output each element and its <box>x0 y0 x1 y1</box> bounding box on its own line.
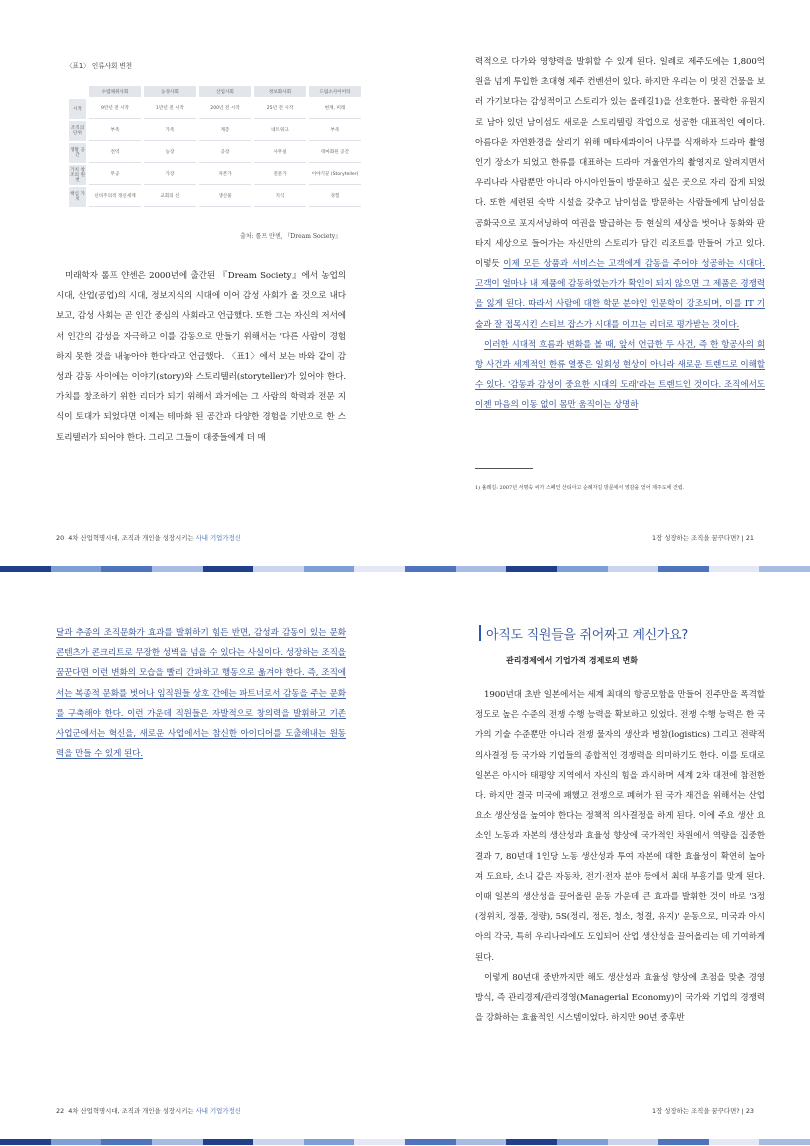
footnote-rule <box>475 468 533 469</box>
page-number: 20 <box>56 534 65 542</box>
stripe-segment <box>557 1139 608 1145</box>
stripe-segment <box>0 566 51 572</box>
section-heading: 아직도 직원들을 쥐어짜고 계신가요? <box>486 628 688 643</box>
footer <box>56 1106 241 1115</box>
page-number: 23 <box>745 1107 754 1115</box>
stripe-segment <box>203 1139 254 1145</box>
color-stripe <box>0 1139 810 1145</box>
body-text <box>56 266 346 448</box>
stripe-segment <box>506 1139 557 1145</box>
book-title: 4차 산업혁명시대, 조직과 개인을 성장시키는 <box>68 534 194 542</box>
table-cell: 부족 <box>89 121 141 141</box>
stripe-segment <box>253 1139 304 1145</box>
stripe-segment <box>51 1139 102 1145</box>
stripe-segment <box>405 1139 456 1145</box>
table-row <box>69 187 361 207</box>
stripe-segment <box>658 566 709 572</box>
stripe-segment <box>456 566 507 572</box>
stripe-segment <box>51 566 102 572</box>
row-header: 가치 창조의 원천 <box>69 165 86 185</box>
chapter-title: 1장 성장하는 조직을 꿈꾸다면? <box>652 1107 740 1115</box>
table-cell: 테마화된 공간 <box>309 143 361 163</box>
book-title-accent: 사내 기업가정신 <box>195 1107 241 1115</box>
footer: 1장 성장하는 조직을 꿈꾸다면? | 23 <box>652 1107 754 1115</box>
table-cell: 가장 <box>144 165 196 185</box>
table-cell: 전문가 <box>254 165 306 185</box>
table-cell: 계층 <box>199 121 251 141</box>
table-cell: 9만년 전 시작 <box>89 99 141 119</box>
table-cell: 지식 <box>254 187 306 207</box>
highlighted-paragraph: 달과 추종의 조직문화가 효과를 발휘하기 힘든 반면, 감성과 감동이 있는 문화콘텐츠가 콘크리트로 무장한 성벽을 넘을 수 있다는 사실이다. 성장하는 조직을 꿈꾼다면 이런 변화의 모습을 빨리 간파하고 행동으로 옮겨야 한다. 즉, 조직에서는 복종적 문화를 벗어나 임직원들 상호 간에는 파트너로서 감동을 주는 문화를 구축해야 한다. 이런 가운데 직원들은 자발적으로 창의력을 발휘하고 기존 사업군에서는 혁신을, 새로운 사업에서는 참신한 아이디어를 도출해내는 원동력을 만들 수 있게 된다. <box>56 628 346 760</box>
paragraph <box>475 52 765 335</box>
table-cell: 전역 <box>89 143 141 163</box>
stripe-segment <box>405 566 456 572</box>
body-text <box>56 623 346 764</box>
col-header: 수렵채취사회 <box>89 86 141 97</box>
table-cell: 신비주의적 정신세계 <box>89 187 141 207</box>
table-cell: 가족 <box>144 121 196 141</box>
stripe-segment <box>304 566 355 572</box>
stripe-segment <box>759 566 810 572</box>
body-text <box>475 52 765 416</box>
table-cell: 자본가 <box>199 165 251 185</box>
stripe-segment <box>101 566 152 572</box>
table-row <box>69 143 361 163</box>
paragraph: 이렇게 80년대 중반까지만 해도 생산성과 효율성 향상에 초점을 맞춘 경영 방식, 즉 관리경제/관리경영(Managerial Economy)이 국가와 기업의 경쟁력을 강화하는 효율적인 시스템이었다. 하지만 90년 중후반 <box>475 972 765 1024</box>
table-cell: 200년 전 시작 <box>199 99 251 119</box>
table-cell: 이야기꾼 (Storyteller) <box>309 165 361 185</box>
paragraph-text: 력적으로 다가와 영향력을 발휘할 수 있게 된다. 일례로 제주도에는 1,800억 원을 넘게 투입한 초대형 제주 컨벤션이 있다. 하지만 우리는 이 멋진 건물을 보러 가기보다는 감성적이고 스토리가 있는 올레길1)을 선호한다. 몰락한 유원지로 남아 있던 남이섬도 새로운 스토리텔링 작업으로 성공한 대표적인 예이다. 아름다운 자연환경을 살리기 위해 메타세콰이어 나무를 식재하자 드라마 촬영 인기 장소가 되었고 한류를 대표하는 드라마 겨울연가의 촬영지로 알려지면서 우리나라 사람뿐만 아니라 아시아인들이 방문하고 싶은 곳으로 자리 잡게 되었다. 또한 세련된 숙박 시설을 갖추고 남이섬을 방문하는 사람들에게 남이섬을 공화국으로 포지셔닝하여 여권을 발급하는 등 현실의 세상을 벗어나 동화와 판타지 세상으로 들어가는 자신만의 스토리가 담긴 리조트를 만들어 가고 있다. 이렇듯 <box>475 57 765 270</box>
row-header: 핵심 가치 <box>69 187 86 207</box>
col-header: 산업사회 <box>199 86 251 97</box>
table-cell: 사무실 <box>254 143 306 163</box>
body-text <box>475 685 765 1028</box>
table-row <box>69 165 361 185</box>
stripe-segment <box>101 1139 152 1145</box>
stripe-segment <box>456 1139 507 1145</box>
page-20 <box>0 0 405 573</box>
book-title-accent: 사내 기업가정신 <box>195 534 241 542</box>
row-header: 시작 <box>69 99 86 119</box>
stripe-segment <box>709 566 760 572</box>
table-source: 출처: 롤프 얀센, 『Dream Society』 <box>240 233 342 240</box>
stripe-segment <box>608 1139 659 1145</box>
col-header: 농경사회 <box>144 86 196 97</box>
table-row <box>69 121 361 141</box>
society-evolution-table <box>66 84 364 209</box>
page-number: 21 <box>745 534 754 542</box>
stripe-segment <box>253 566 304 572</box>
page-number: 22 <box>56 1107 65 1115</box>
section-subheading: 관리경제에서 기업가적 경제로의 변화 <box>506 656 639 665</box>
stripe-segment <box>203 566 254 572</box>
table-cell: 공장 <box>199 143 251 163</box>
col-header: 정보화사회 <box>254 86 306 97</box>
book-title: 4차 산업혁명시대, 조직과 개인을 성장시키는 <box>68 1107 194 1115</box>
stripe-segment <box>304 1139 355 1145</box>
stripe-segment <box>759 1139 810 1145</box>
table-cell: 무공 <box>89 165 141 185</box>
heading-bar <box>479 625 481 641</box>
stripe-segment <box>152 1139 203 1145</box>
table-row <box>69 99 361 119</box>
footer: 1장 성장하는 조직을 꿈꾸다면? | 21 <box>652 534 754 542</box>
stripe-segment <box>354 1139 405 1145</box>
table-cell: 교회의 신 <box>144 187 196 207</box>
table-cell: 부족 <box>309 121 361 141</box>
table-cell: 네트워크 <box>254 121 306 141</box>
table-cell: 생산물 <box>199 187 251 207</box>
stripe-segment <box>354 566 405 572</box>
stripe-segment <box>0 1139 51 1145</box>
table-cell: 농장 <box>144 143 196 163</box>
stripe-segment <box>506 566 557 572</box>
table-cell: 25년 전 시작 <box>254 99 306 119</box>
highlighted-text: 이제 모든 상품과 서비스는 고객에게 감동을 주어야 성공하는 시대다. 고객이 얼마나 내 제품에 감동하였는가가 확인이 되지 않으면 그 제품은 경쟁력을 잃게 된다. 따라서 사람에 대한 학문 분야인 인문학이 강조되며, 이를 IT 기술과 잘 접목시킨 스티브 잡스가 시대를 이끄는 리더로 평가받는 것이다. <box>475 259 765 330</box>
stripe-segment <box>557 566 608 572</box>
stripe-segment <box>709 1139 760 1145</box>
table-title: 〈표1〉 인류사회 변천 <box>66 62 133 70</box>
table-cell: 현재, 미래 <box>309 99 361 119</box>
row-header: 생활 공간 <box>69 143 86 163</box>
col-header: 드림소사이어티 <box>309 86 361 97</box>
color-stripe <box>0 566 810 572</box>
row-header: 조직의 단위 <box>69 121 86 141</box>
paragraph: 1900년대 초반 일본에서는 세계 최대의 항공모함을 만들어 진주만을 폭격할 정도로 높은 수준의 전쟁 수행 능력을 확보하고 있었다. 전쟁 수행 능력은 한 국가의 기술 수준뿐만 아니라 전쟁 물자의 생산과 병참(logistics) 그리고 전략적 의사결정 등 국가와 기업들의 종합적인 경쟁력을 의미하기도 한다. 이를 토대로 일본은 아시아 태평양 지역에서 자신의 힘을 과시하며 세계 2차 대전에 참전한다. 하지만 결국 미국에 패했고 전쟁으로 폐허가 된 국가 재건을 위해서는 산업 요소 생산성을 높여야 한다는 정책적 의사결정을 하게 된다. 이에 주요 생산 요소인 노동과 자본의 생산성과 효율성 향상에 국가적인 차원에서 역량을 집중한 결과 7, 80년대 1인당 노동 생산성과 투여 자본에 대한 효율성이 확연히 높아져 도요타, 소니 같은 자동차, 전기·전자 분야 등에서 최대 부흥기를 맞게 된다. 이때 일본의 생산성을 끌어올린 운동 가운데 큰 효과를 발휘한 것이 바로 '3정(정위치, 정품, 정량), 5S(정리, 정돈, 청소, 청결, 유지)' 운동으로, 미국과 아시아의 각국, 특히 우리나라에도 도입되어 산업 생산성을 끌어올리는 데 기여하게 된다. <box>475 690 765 963</box>
chapter-title: 1장 성장하는 조직을 꿈꾸다면? <box>652 534 740 542</box>
stripe-segment <box>658 1139 709 1145</box>
table-cell: 1만년 전 시작 <box>144 99 196 119</box>
stripe-segment <box>152 566 203 572</box>
stripe-segment <box>608 566 659 572</box>
footnote: 1) 올레길: 2007년 서명숙 씨가 스페인 산티아고 순례자길 방문에서 영감을 얻어 제주도에 건립. <box>475 485 685 491</box>
table-cell: 경험 <box>309 187 361 207</box>
paragraph: 미래학자 롤프 얀센은 2000년에 출간된 『Dream Society』에서 농업의 시대, 산업(공업)의 시대, 정보지식의 시대에 이어 감성 사회가 올 것으로 내다보고, 감성 사회는 곧 인간 중심의 사회라고 언급했다. 또한 그는 자신의 저서에서 인간의 감성을 자극하고 이를 감동으로 만들기 위해서는 '다른 사람이 경험하지 못한 것을 내놓아야 한다'라고 언급했다. 〈표1〉에서 보는 바와 같이 감성과 감동 사이에는 이야기(story)와 스토리텔러(storyteller)가 있어야 한다. 가치를 창조하기 위한 리더가 되기 위해서 과거에는 그 사람의 학력과 전문 지식이 토대가 되었다면 이제는 테마화 된 공간과 다양한 경험을 기반으로 한 스토리텔러가 되어야 한다. 그리고 그들이 대중들에게 더 매 <box>56 271 346 443</box>
footer <box>56 533 241 542</box>
highlighted-paragraph: 이러한 시대적 흐름과 변화를 볼 때, 앞서 언급한 두 사건, 즉 한 항공사의 회항 사건과 세계적인 한류 열풍은 일회성 현상이 아니라 새로운 트렌드로 이해할 수 있다. '감동과 감성이 중요한 시대의 도래'라는 트렌드인 것이다. 조직에서도 이젠 마음의 이동 없이 몸만 움직이는 상명하 <box>475 339 765 411</box>
page-22 <box>0 573 405 1146</box>
